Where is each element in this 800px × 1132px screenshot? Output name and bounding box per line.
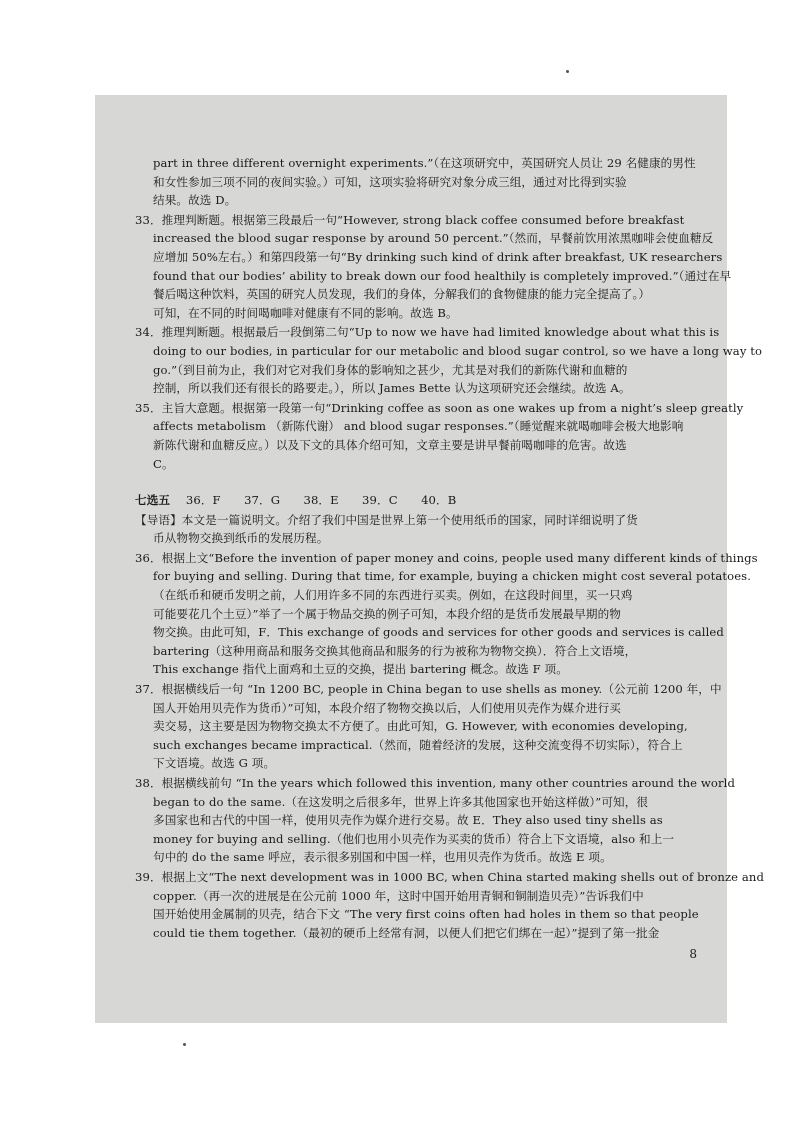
q34-explanation <box>135 323 763 397</box>
text-line: copper.（再一次的进展是在公元前 1000 年，这时中国开始用青铜和铜制造贝壳）”告诉我们中 <box>153 888 644 903</box>
answer-key: 36．F 37．G 38．E 39．C 40．B <box>185 493 457 508</box>
text-line: found that our bodies’ ability to break down our food healthily is completely improved.”（通过在早 <box>153 268 732 283</box>
text-line: 38．根据横线前句 “In the years which followed this invention, many other countries around the world <box>135 776 735 790</box>
text-line: part in three different overnight experiments.”（在这项研究中，英国研究人员让 29 名健康的男性 <box>153 156 696 170</box>
passage-intro <box>135 511 675 548</box>
text-line: bartering（这种用商品和服务交换其他商品和服务的行为被称为物物交换）．符合上文语境， <box>153 643 637 658</box>
text-line: 和女性参加三项不同的夜间实验。）可知，这项实验将研究对象分成三组，通过对比得到实验 <box>153 174 627 189</box>
section-title: 七选五 <box>135 493 171 508</box>
text-line: C。 <box>153 456 174 471</box>
spacer <box>135 473 675 491</box>
scan-speck <box>183 1043 186 1046</box>
text-line: 可知，在不同的时间喝咖啡对健康有不同的影响。故选 B。 <box>153 305 458 320</box>
text-line: 下文语境。故选 G 项。 <box>153 756 276 771</box>
q38-explanation <box>135 774 735 867</box>
q33-explanation <box>135 211 732 323</box>
q39-explanation <box>135 868 765 942</box>
text-line: money for buying and selling.（他们也用小贝壳作为买卖的货币）符合上下文语境，also 和上一 <box>153 831 675 846</box>
text-line: go.”（到目前为止，我们对它对我们身体的影响知之甚少，尤其是对我们的新陈代谢和血糖的 <box>153 362 628 377</box>
text-line: 餐后喝这种饮料，英国的研究人员发现，我们的身体，分解我们的食物健康的能力完全提高了。） <box>153 287 651 302</box>
text-line: could tie them together.（最初的硬币上经常有洞，以便人们把它们绑在一起）”提到了第一批金 <box>153 925 660 940</box>
text-line: 币从物物交换到纸币的发展历程。 <box>153 531 329 546</box>
text-line: doing to our bodies, in particular for our metabolic and blood sugar control, so we have a long way to <box>153 343 763 358</box>
scan-speck <box>566 70 569 73</box>
text-line: 新陈代谢和血糖反应。）以及下文的具体介绍可知，文章主要是讲早餐前喝咖啡的危害。故选 <box>153 437 627 452</box>
q36-explanation <box>135 549 758 679</box>
section-header <box>135 491 675 510</box>
text-line: 应增加 50%左右。）和第四段第一句“By drinking such kind of drink after breakfast, UK researchers <box>153 249 723 264</box>
text-line: 33．推理判断题。根据第三段最后一句“However, strong black coffee consumed before breakfast <box>135 212 685 227</box>
text-line: 国开始使用金属制的贝壳，结合下文 “The very first coins often had holes in them so that people <box>153 907 699 922</box>
text-line: 国人开始用贝壳作为货币）”可知，本段介绍了物物交换以后，人们使用贝壳作为媒介进行买 <box>153 700 621 715</box>
page-content <box>135 153 765 942</box>
q32-explanation-continued <box>135 154 696 210</box>
text-line: began to do the same.（在这发明之后很多年，世界上许多其他国家也开始这样做）”可知，很 <box>153 794 649 809</box>
text-line: 35．主旨大意题。根据第一段第一句“Drinking coffee as soon as one wakes up from a night’s sleep greatly <box>135 400 744 415</box>
text-line: This exchange 指代上面鸡和土豆的交换，提出 bartering 概念。故选 F 项。 <box>153 662 568 677</box>
text-line: such exchanges became impractical.（然而，随着经济的发展，这种交流变得不切实际），符合上 <box>153 737 683 752</box>
text-line: 控制，所以我们还有很长的路要走。），所以 James Bette 认为这项研究还会继续。故选 A。 <box>153 381 631 396</box>
text-line: for buying and selling. During that time, for example, buying a chicken might cost several potatoes. <box>153 569 752 584</box>
page-number: 8 <box>689 947 697 961</box>
text-line: 多国家也和古代的中国一样，使用贝壳作为媒介进行交易。故 E．They also used tiny shells as <box>153 813 663 828</box>
q35-explanation <box>135 399 744 473</box>
text-line: 39．根据上文“The next development was in 1000 BC, when China started making shells out of bronze and <box>135 869 765 884</box>
text-line: 卖交易，这主要是因为物物交换太不方便了。由此可知，G. However, with economies developing, <box>153 719 688 734</box>
text-line: 可能要花几个土豆）”举了一个属于物品交换的例子可知，本段介绍的是货币发展最早期的物 <box>153 606 621 621</box>
text-line: affects metabolism （新陈代谢） and blood sugar responses.”（睡觉醒来就喝咖啡会极大地影响 <box>153 419 684 434</box>
text-line: 句中的 do the same 呼应，表示很多别国和中国一样，也用贝壳作为货币。故选 E 项。 <box>153 850 612 865</box>
text-line: 34．推理判断题。根据最后一段倒第二句“Up to now we have had limited knowledge about what this is <box>135 325 720 340</box>
text-line: 结果。故选 D。 <box>153 193 237 208</box>
text-line: （在纸币和硬币发明之前，人们用许多不同的东西进行买卖。例如，在这段时间里，买一只鸡 <box>153 588 633 603</box>
q37-explanation <box>135 680 722 773</box>
text-line: 36．根据上文“Before the invention of paper money and coins, people used many different kinds of things <box>135 550 758 565</box>
text-line: 【导语】本文是一篇说明文。介绍了我们中国是世界上第一个使用纸币的国家，同时详细说明了货 <box>135 512 638 527</box>
text-line: 37．根据横线后一句 “In 1200 BC, people in China began to use shells as money.（公元前 1200 年，中 <box>135 682 722 697</box>
text-line: 物交换。由此可知，F．This exchange of goods and services for other goods and services is called <box>153 625 724 640</box>
text-line: increased the blood sugar response by around 50 percent.”（然而，早餐前饮用浓黑咖啡会使血糖反 <box>153 231 714 246</box>
answer-sheet-page <box>95 95 765 1023</box>
